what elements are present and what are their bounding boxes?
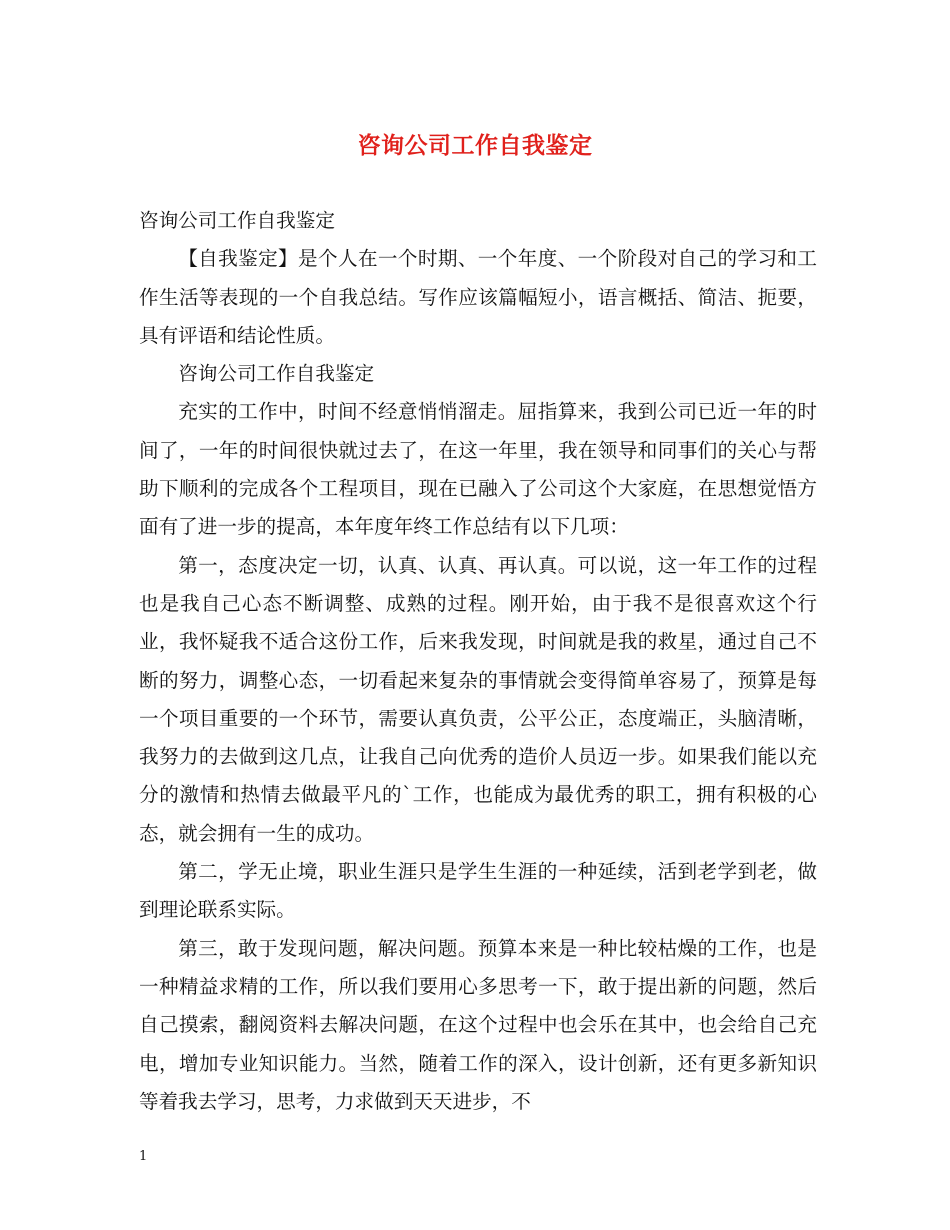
paragraph-heading: 咨询公司工作自我鉴定 (139, 209, 335, 232)
paragraph-opening: 充实的工作中，时间不经意悄悄溜走。屈指算来，我到公司已近一年的时间了，一年的时间很快就过去了，在这一年里，我在领导和同事们的关心与帮助下顺利的完成各个工程项目，现在已融入了公司这个大家庭，在思想觉悟方面有了进一步的提高，本年度年终工作总结有以下几项： (139, 400, 817, 539)
document-title: 咨询公司工作自我鉴定 (357, 132, 593, 159)
page-number: 1 (139, 1149, 148, 1164)
paragraph-subheading: 咨询公司工作自我鉴定 (178, 362, 375, 386)
paragraph-point-one: 第一，态度决定一切，认真、认真、再认真。可以说，这一年工作的过程也是我自己心态不断调整、成熟的过程。刚开始，由于我不是很喜欢这个行业，我怀疑我不适合这份工作，后来我发现，时间就是我的救星，通过自己不断的努力，调整心态，一切看起来复杂的事情就会变得简单容易了，预算是每一个项目重要的一个环节，需要认真负责，公平公正，态度端正，头脑清晰，我努力的去做到这几点，让我自己向优秀的造价人员迈一步。如果我们能以充分的激情和热情去做最平凡的`工作，也能成为最优秀的职工，拥有积极的心态，就会拥有一生的成功。 (139, 553, 817, 845)
document-body (139, 202, 817, 1121)
paragraph-point-two: 第二，学无止境，职业生涯只是学生生涯的一种延续，活到老学到老，做到理论联系实际。 (139, 860, 817, 922)
paragraph-intro: 【自我鉴定】是个人在一个时期、一个年度、一个阶段对自己的学习和工作生活等表现的一个自我总结。写作应该篇幅短小，语言概括、简洁、扼要，具有评语和结论性质。 (139, 247, 817, 347)
paragraph-point-three: 第三，敢于发现问题，解决问题。预算本来是一种比较枯燥的工作，也是一种精益求精的工作，所以我们要用心多思考一下，敢于提出新的问题，然后自己摸索，翻阅资料去解决问题，在这个过程中也会乐在其中，也会给自己充电，增加专业知识能力。当然，随着工作的深入，设计创新，还有更多新知识等着我去学习，思考，力求做到天天进步，不 (139, 936, 817, 1113)
